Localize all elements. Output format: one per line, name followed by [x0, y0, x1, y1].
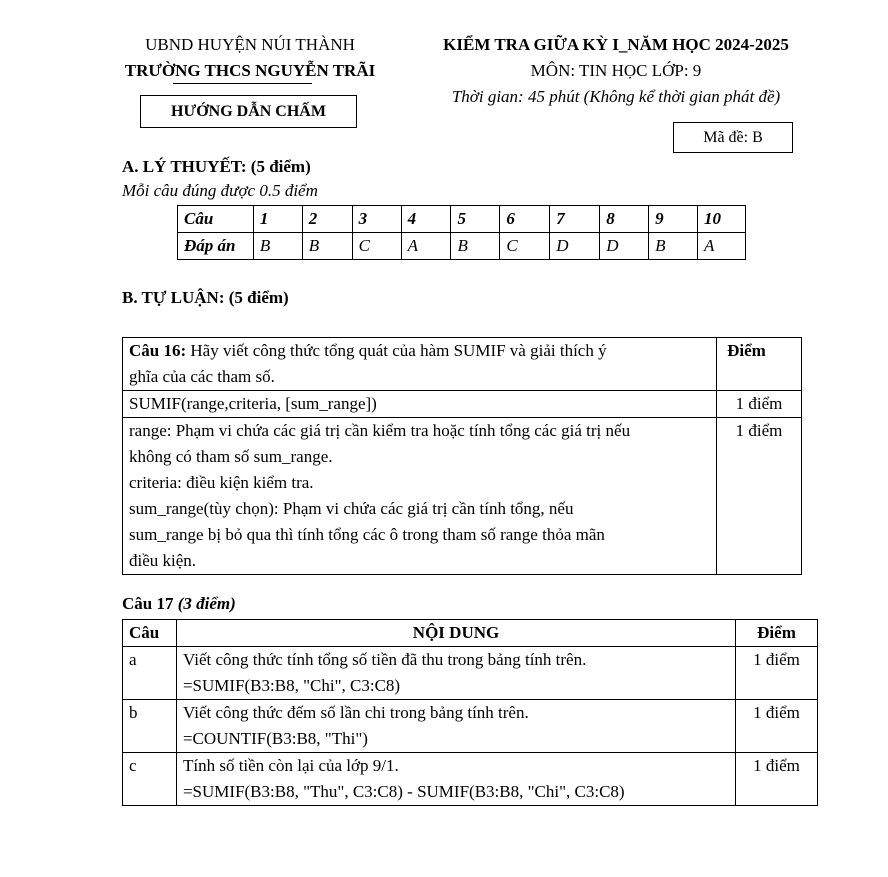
q16-header-row	[123, 338, 802, 391]
q17-row-points: 1 điểm	[736, 700, 818, 753]
q16-explain-line: range: Phạm vi chứa các giá trị cần kiểm tra hoặc tính tổng các giá trị nếu	[129, 421, 631, 440]
q16-explain-line: sum_range(tùy chọn): Phạm vi chứa các giá trị cần tính tổng, nếu	[129, 499, 574, 518]
q17-row-points: 1 điểm	[736, 647, 818, 700]
answer-value: A	[401, 233, 451, 260]
question-number: 9	[649, 206, 698, 233]
exam-title: KIỂM TRA GIỮA KỲ I_NĂM HỌC 2024-2025	[443, 35, 789, 54]
answer-value: D	[600, 233, 649, 260]
answer-value: B	[451, 233, 500, 260]
question-number: 4	[401, 206, 451, 233]
question-number: 6	[500, 206, 550, 233]
q16-points-header: Điểm	[717, 338, 802, 391]
q16-explain-points: 1 điểm	[717, 418, 802, 575]
school-name: TRƯỜNG THCS NGUYỄN TRÃI	[124, 61, 376, 80]
district-name: UBND HUYỆN NÚI THÀNH	[145, 35, 355, 54]
q16-explanation	[123, 418, 717, 575]
section-a-note: Mỗi câu đúng được 0.5 điểm	[122, 181, 318, 200]
question-16-table	[122, 337, 802, 575]
question-number: 3	[352, 206, 401, 233]
answer-value: D	[550, 233, 600, 260]
q16-prompt-text-2: ghĩa của các tham số.	[129, 367, 275, 386]
q17-row-id: c	[123, 753, 177, 806]
q17-row-points: 1 điểm	[736, 753, 818, 806]
q17-row-id: a	[123, 647, 177, 700]
q17-row-content: Viết công thức tính tổng số tiền đã thu trong bảng tính trên. =SUMIF(B3:B8, "Chi", C3:C8)	[176, 647, 735, 700]
q17-row-a	[123, 647, 818, 700]
section-a-title: A. LÝ THUYẾT: (5 điểm)	[122, 157, 311, 176]
q16-prompt-text: Hãy viết công thức tổng quát của hàm SUMIF và giải thích ý	[186, 341, 607, 360]
section-b-title: B. TỰ LUẬN: (5 điểm)	[122, 288, 289, 307]
q16-formula-points: 1 điểm	[717, 391, 802, 418]
question-number: 1	[253, 206, 302, 233]
answer-row	[178, 233, 746, 260]
answer-value: C	[500, 233, 550, 260]
q17-head-question: Câu	[123, 620, 177, 647]
q17-row-id: b	[123, 700, 177, 753]
exam-code-box: Mã đề: B	[673, 122, 793, 153]
q16-prompt	[123, 338, 717, 391]
question-number: 10	[698, 206, 746, 233]
q17-head-points: Điểm	[736, 620, 818, 647]
q16-explain-line: điều kiện.	[129, 551, 197, 570]
q16-explain-row	[123, 418, 802, 575]
answer-value: B	[302, 233, 352, 260]
question-row-label: Câu	[178, 206, 254, 233]
question-row	[178, 206, 746, 233]
question-number: 2	[302, 206, 352, 233]
question-number: 8	[600, 206, 649, 233]
q17-row-content: Tính số tiền còn lại của lớp 9/1. =SUMIF(B3:B8, "Thu", C3:C8) - SUMIF(B3:B8, "Chi", C3:C8)	[176, 753, 735, 806]
guide-box: HƯỚNG DẪN CHẤM	[140, 95, 357, 128]
question-number: 7	[550, 206, 600, 233]
q17-row-b	[123, 700, 818, 753]
q17-head-content: NỘI DUNG	[176, 620, 735, 647]
answer-value: B	[253, 233, 302, 260]
q16-formula-row	[123, 391, 802, 418]
answer-value: C	[352, 233, 401, 260]
q16-formula: SUMIF(range,criteria, [sum_range])	[123, 391, 717, 418]
time-line: Thời gian: 45 phút (Không kể thời gian phát đề)	[451, 87, 781, 106]
q17-header-row	[123, 620, 818, 647]
answer-table	[177, 205, 746, 260]
q16-explain-line: criteria: điều kiện kiểm tra.	[129, 473, 314, 492]
answer-value: A	[698, 233, 746, 260]
subject-line: MÔN: TIN HỌC LỚP: 9	[530, 61, 702, 80]
q17-row-content: Viết công thức đếm số lần chi trong bảng tính trên. =COUNTIF(B3:B8, "Thi")	[176, 700, 735, 753]
q17-title: Câu 17 (3 điểm)	[122, 594, 236, 613]
question-17-table	[122, 619, 818, 806]
q16-explain-line: sum_range bị bỏ qua thì tính tổng các ô trong tham số range thỏa mãn	[129, 525, 605, 544]
question-number: 5	[451, 206, 500, 233]
q16-explain-line: không có tham số sum_range.	[129, 447, 333, 466]
q16-label: Câu 16:	[129, 341, 187, 360]
q17-row-c	[123, 753, 818, 806]
answer-row-label: Đáp án	[178, 233, 254, 260]
answer-value: B	[649, 233, 698, 260]
school-underline	[173, 83, 312, 84]
